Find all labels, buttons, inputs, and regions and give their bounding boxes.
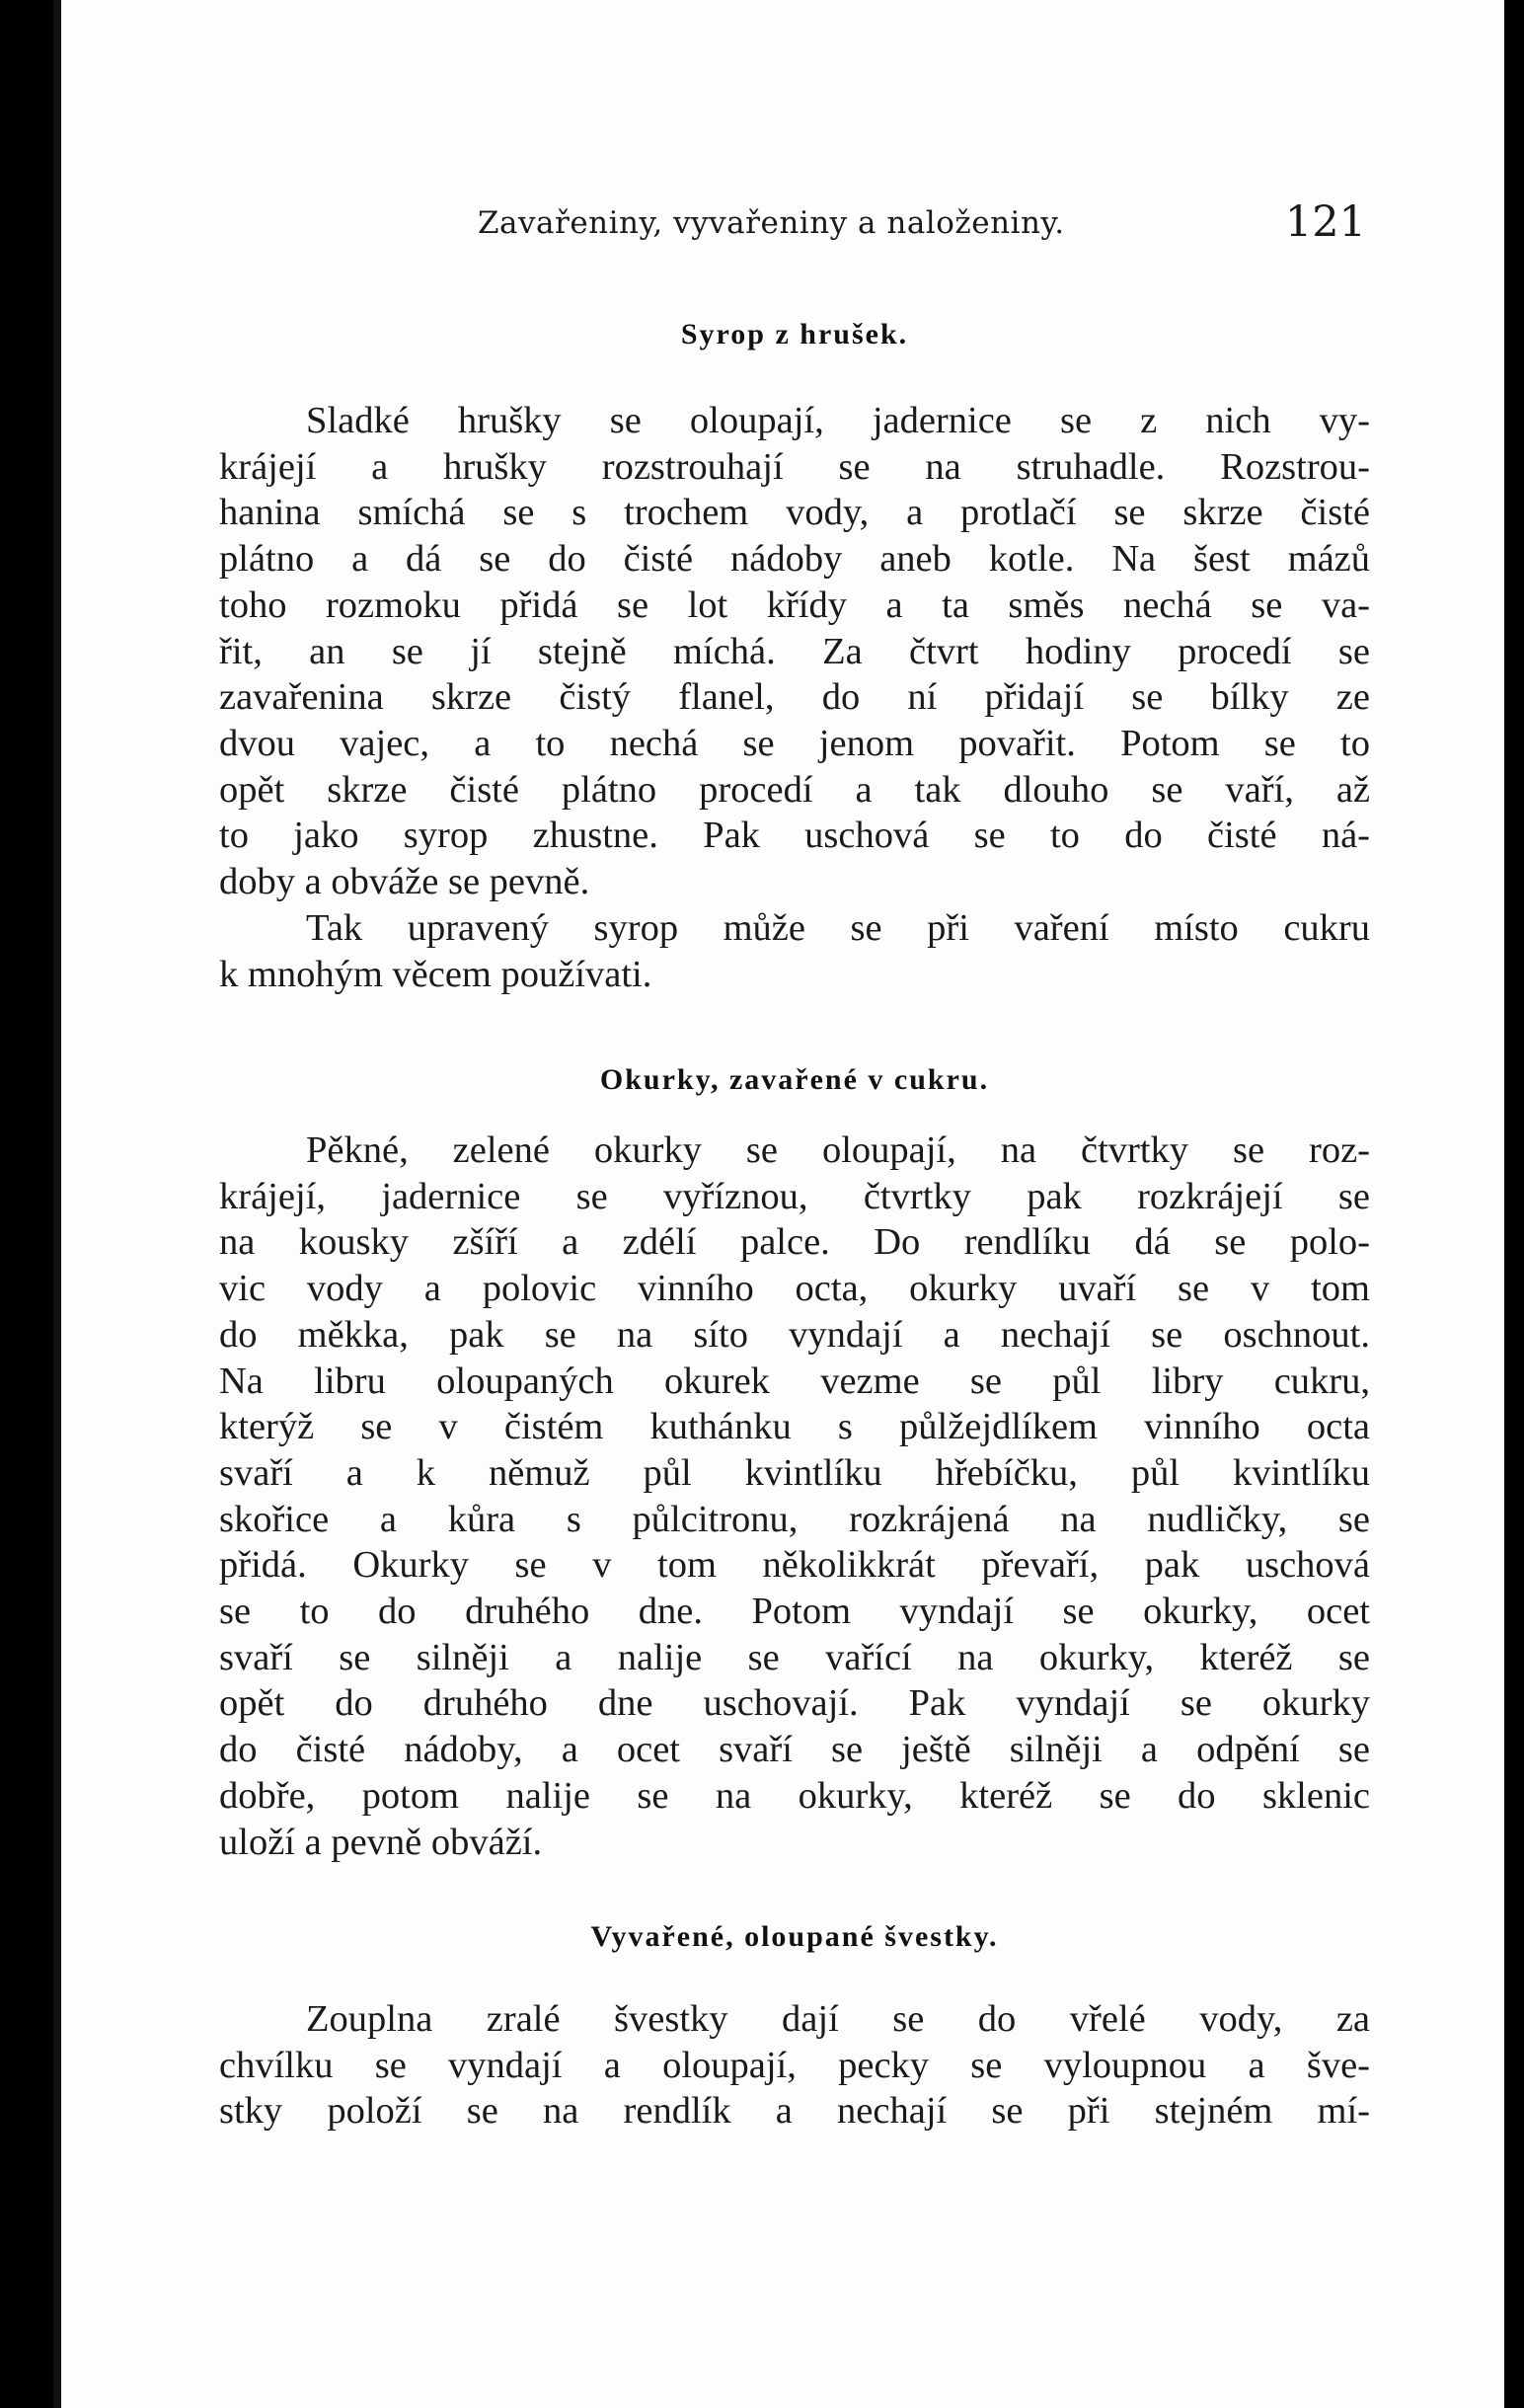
text-line: opět skrze čisté plátno procedí a tak dlouho se vaří, až xyxy=(219,768,1370,811)
running-title: Zavařeniny, vyvařeniny a naloženiny. xyxy=(478,205,1065,241)
text-line: hanina smíchá se s trochem vody, a protlačí se skrze čisté xyxy=(219,492,1370,534)
book-page xyxy=(53,0,1504,2408)
text-line: opět do druhého dne uschovají. Pak vyndají se okurky xyxy=(219,1682,1370,1725)
section-heading-okurky: Okurky, zavařené v cukru. xyxy=(599,1063,990,1096)
text-line: plátno a dá se do čisté nádoby aneb kotle. Na šest mázů xyxy=(219,538,1370,581)
text-line: se to do druhého dne. Potom vyndají se okurky, ocet xyxy=(219,1591,1370,1633)
text-line: stky položí se na rendlík a nechají se při stejném mí- xyxy=(219,2090,1370,2133)
text-line: dvou vajec, a to nechá se jenom povařit. Potom se to xyxy=(219,722,1370,764)
text-line: krájejí, jadernice se vyříznou, čtvrtky pak rozkrájejí se xyxy=(219,1175,1370,1217)
text-line: to jako syrop zhustne. Pak uschová se to do čisté ná- xyxy=(219,815,1370,857)
section-heading-svestky: Vyvařené, oloupané švestky. xyxy=(590,1920,999,1953)
text-line: Zouplna zralé švestky dají se do vřelé vody, za xyxy=(306,1998,1370,2040)
page-left-edge xyxy=(53,0,61,2408)
paragraph-svestky-1 xyxy=(219,1996,1370,2135)
text-line: krájejí a hrušky rozstrouhají se na struhadle. Rozstrou- xyxy=(219,445,1370,488)
text-line: chvílku se vyndají a oloupají, pecky se vyloupnou a šve- xyxy=(219,2044,1370,2086)
text-line: k mnohým věcem používati. xyxy=(219,953,652,995)
text-line: zavařenina skrze čistý flanel, do ní přidají se bílky ze xyxy=(219,676,1370,719)
section-heading-syrop: Syrop z hrušek. xyxy=(680,318,909,350)
text-line: vic vody a polovic vinního octa, okurky uvaří se v tom xyxy=(219,1268,1370,1310)
paragraph-syrop-1 xyxy=(219,398,1370,905)
text-line: přidá. Okurky se v tom několikkrát převaří, pak uschová xyxy=(219,1544,1370,1587)
page-number: 121 xyxy=(1284,197,1366,247)
text-line: skořice a kůra s půlcitronu, rozkrájená na nudličky, se xyxy=(219,1498,1370,1540)
text-line: do čisté nádoby, a ocet svaří se ještě silněji a odpění se xyxy=(219,1729,1370,1771)
text-line: Pěkné, zelené okurky se oloupají, na čtvrtky se roz- xyxy=(306,1129,1370,1171)
text-line: kterýž se v čistém kuthánku s půlžejdlíkem vinního octa xyxy=(219,1406,1370,1448)
text-line: Na libru oloupaných okurek vezme se půl libry cukru, xyxy=(219,1359,1370,1402)
text-line: řit, an se jí stejně míchá. Za čtvrt hodiny procedí se xyxy=(219,630,1370,672)
paragraph-syrop-2 xyxy=(219,905,1370,997)
text-line: uloží a pevně obváží. xyxy=(219,1821,543,1863)
text-line: svaří a k němuž půl kvintlíku hřebíčku, půl kvintlíku xyxy=(219,1451,1370,1494)
text-line: Tak upravený syrop může se při vaření místo cukru xyxy=(306,907,1370,949)
text-line: dobře, potom nalije se na okurky, kteréž se do sklenic xyxy=(219,1774,1370,1817)
page-header xyxy=(478,197,1366,257)
text-line: svaří se silněji a nalije se vařící na okurky, kteréž se xyxy=(219,1636,1370,1678)
paragraph-okurky-1 xyxy=(219,1127,1370,1865)
text-line: na kousky zšíří a zdélí palce. Do rendlíku dá se polo- xyxy=(219,1221,1370,1264)
text-line: doby a obváže se pevně. xyxy=(219,861,590,903)
text-line: Sladké hrušky se oloupají, jadernice se z nich vy- xyxy=(306,400,1370,441)
text-line: do měkka, pak se na síto vyndají a nechají se oschnout. xyxy=(219,1313,1370,1356)
text-line: toho rozmoku přidá se lot křídy a ta směs nechá se va- xyxy=(219,583,1370,626)
